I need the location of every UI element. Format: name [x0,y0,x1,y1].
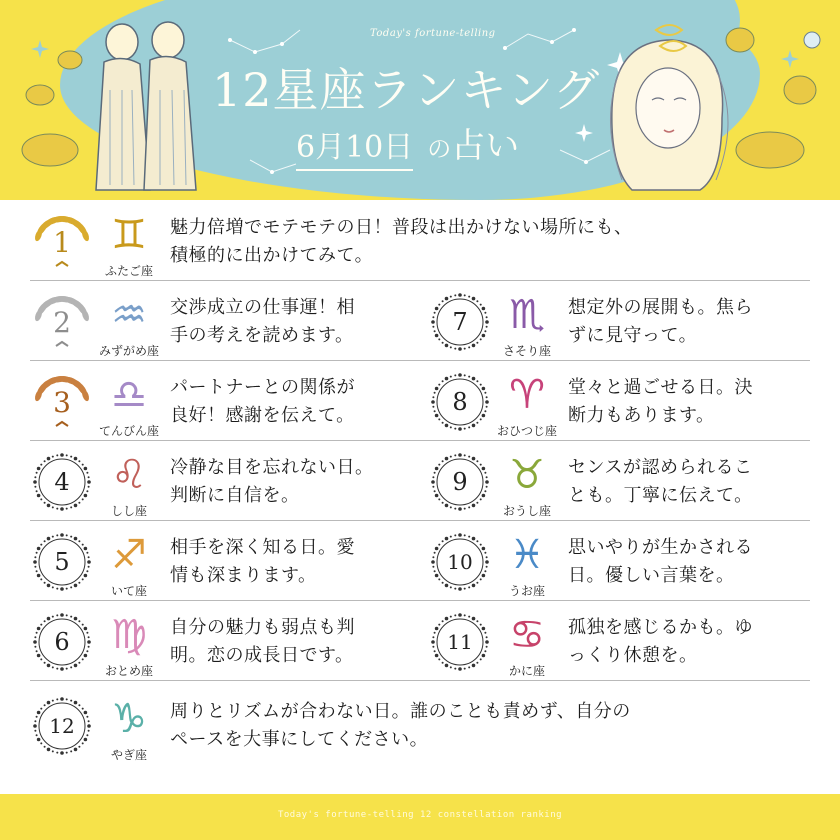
ranking-panel [0,200,840,794]
zodiac-glyph-icon: ♍ [111,612,147,658]
left-zodiac-creatures [22,51,82,166]
zodiac-sign-name: おとめ座 [104,664,153,678]
zodiac-sign-name: うお座 [508,584,545,598]
zodiac-glyph-icon: ♒ [111,292,147,338]
zodiac-sign [494,530,560,600]
date-suffix [427,118,519,167]
rank-number: 10 [447,550,473,574]
rank-badge [30,450,94,514]
date-suffix-uranai: 占い [451,126,520,166]
fortune-line: 想定外の展開も。焦ら [568,297,753,318]
zodiac-sign [494,290,560,360]
fortune-line: 冷静な目を忘れない日。 [170,457,374,478]
date-text: 6月10日 [296,122,413,171]
zodiac-sign [96,694,162,764]
rank-badge [30,694,94,758]
rank-entry-6 [30,610,355,680]
fortune-line: 積極的に出かけてみて。 [170,245,374,266]
rank-number: 8 [452,388,468,416]
fortune-line: 良好！感謝を伝えて。 [170,405,355,426]
zodiac-sign-name: みずがめ座 [98,344,159,358]
rank-entry-5 [30,530,355,600]
fortune-line: ペースを大事にしてください。 [170,729,429,750]
zodiac-glyph-icon: ♉ [509,452,545,498]
fortune-line: 情も深まります。 [170,565,317,586]
fortune-line: 堂々と過ごせる日。決 [568,377,753,398]
row-divider [30,680,810,681]
zodiac-glyph-icon: ♎ [111,372,147,418]
rank-entry-10 [428,530,753,600]
rank-entry-8 [428,370,753,440]
zodiac-sign [96,210,162,280]
rank-entry-12 [30,694,631,764]
row-divider [30,440,810,441]
rank-number: 3 [53,385,71,419]
fortune-text [568,454,753,510]
zodiac-glyph-icon: ♊ [111,212,147,258]
zodiac-glyph-icon: ♓ [509,532,545,578]
fortune-line: 明。恋の成長日です。 [170,645,354,666]
date-heading [296,118,519,171]
zodiac-glyph-icon: ♏ [509,292,545,338]
rank-entry-7 [428,290,753,360]
zodiac-sign-name: さそり座 [502,344,551,358]
fortune-line: 手の考えを読めます。 [170,325,354,346]
zodiac-sign-name: おひつじ座 [496,424,557,438]
zodiac-glyph-icon: ♐ [111,532,147,578]
page-title: 12星座ランキング [212,63,601,117]
fortune-line: とも。丁寧に伝えて。 [568,485,753,506]
fortune-text [170,614,355,670]
rank-badge [30,210,94,274]
rank-entry-1 [30,210,633,280]
rank-number: 12 [49,714,75,738]
fortune-text [568,294,753,350]
right-zodiac-creatures [726,28,820,168]
rank-badge [428,530,492,594]
fortune-line: 日。優しい言葉を。 [568,565,735,586]
footer-text: Today's fortune-telling 12 constellation ranking [277,810,563,820]
zodiac-sign [96,530,162,600]
rank-badge [428,290,492,354]
rank-number: 11 [447,630,473,654]
rank-number: 5 [54,548,70,576]
fortune-line: 思いやりが生かされる [568,537,753,558]
rank-number: 4 [54,468,70,496]
date-suffix-no: の [427,135,452,163]
rank-entry-9 [428,450,753,520]
header-tagline: Today's fortune-telling [370,28,496,39]
row-divider [30,280,810,281]
zodiac-sign [96,450,162,520]
fortune-line: センスが認められるこ [568,457,753,478]
zodiac-sign-name: おうし座 [502,504,551,518]
fortune-line: っくり休憩を。 [568,645,698,666]
row-divider [30,600,810,601]
fortune-line: パートナーとの関係が [170,377,355,398]
fortune-line: 交渉成立の仕事運！相 [170,297,355,318]
rank-badge [30,370,94,434]
rank-number: 1 [53,225,71,259]
fortune-text [170,454,374,510]
rank-entry-11 [428,610,753,680]
rank-badge [428,450,492,514]
zodiac-sign [96,610,162,680]
fortune-line: 周りとリズムが合わない日。誰のことも責めず、自分の [170,701,631,722]
header-banner [0,0,840,200]
rank-number: 2 [53,305,71,339]
zodiac-sign [96,290,162,360]
rank-badge [428,370,492,434]
fortune-text [568,614,753,670]
fortune-text [568,374,753,430]
zodiac-sign-name: てんびん座 [98,424,159,438]
fortune-line: 自分の魅力も弱点も判 [170,617,355,638]
row-divider [30,520,810,521]
fortune-line: 魅力倍増でモテモテの日！普段は出かけない場所にも、 [170,217,633,238]
fortune-text [170,294,355,350]
zodiac-sign-name: やぎ座 [110,748,147,762]
fortune-line: ずに見守って。 [568,325,698,346]
zodiac-sign [96,370,162,440]
zodiac-glyph-icon: ♋ [509,612,545,658]
fortune-line: 相手を深く知る日。愛 [170,537,355,558]
zodiac-sign [494,450,560,520]
rank-number: 7 [452,308,468,336]
zodiac-sign [494,370,560,440]
zodiac-sign-name: ふたご座 [104,264,153,278]
rank-badge [30,290,94,354]
zodiac-glyph-icon: ♑ [111,696,147,742]
rank-number: 9 [452,468,468,496]
fortune-text [170,374,355,430]
fortune-text [170,698,631,754]
rank-entry-3 [30,370,355,440]
rank-badge [30,530,94,594]
rank-entry-2 [30,290,355,360]
rank-entry-4 [30,450,374,520]
fortune-text [170,214,633,270]
fortune-text [170,534,355,590]
fortune-line: 判断に自信を。 [170,485,300,506]
rank-badge [428,610,492,674]
fortune-text [568,534,753,590]
zodiac-sign [494,610,560,680]
zodiac-sign-name: かに座 [508,664,545,678]
zodiac-glyph-icon: ♈ [509,372,545,418]
zodiac-sign-name: しし座 [110,504,147,518]
zodiac-glyph-icon: ♌ [111,452,147,498]
rank-number: 6 [54,628,70,656]
footer-banner [0,794,840,840]
row-divider [30,360,810,361]
fortune-line: 孤独を感じるかも。ゆ [568,617,753,638]
rank-badge [30,610,94,674]
zodiac-sign-name: いて座 [110,584,147,598]
twins-figure [96,22,196,190]
fortune-line: 断力もあります。 [568,405,715,426]
